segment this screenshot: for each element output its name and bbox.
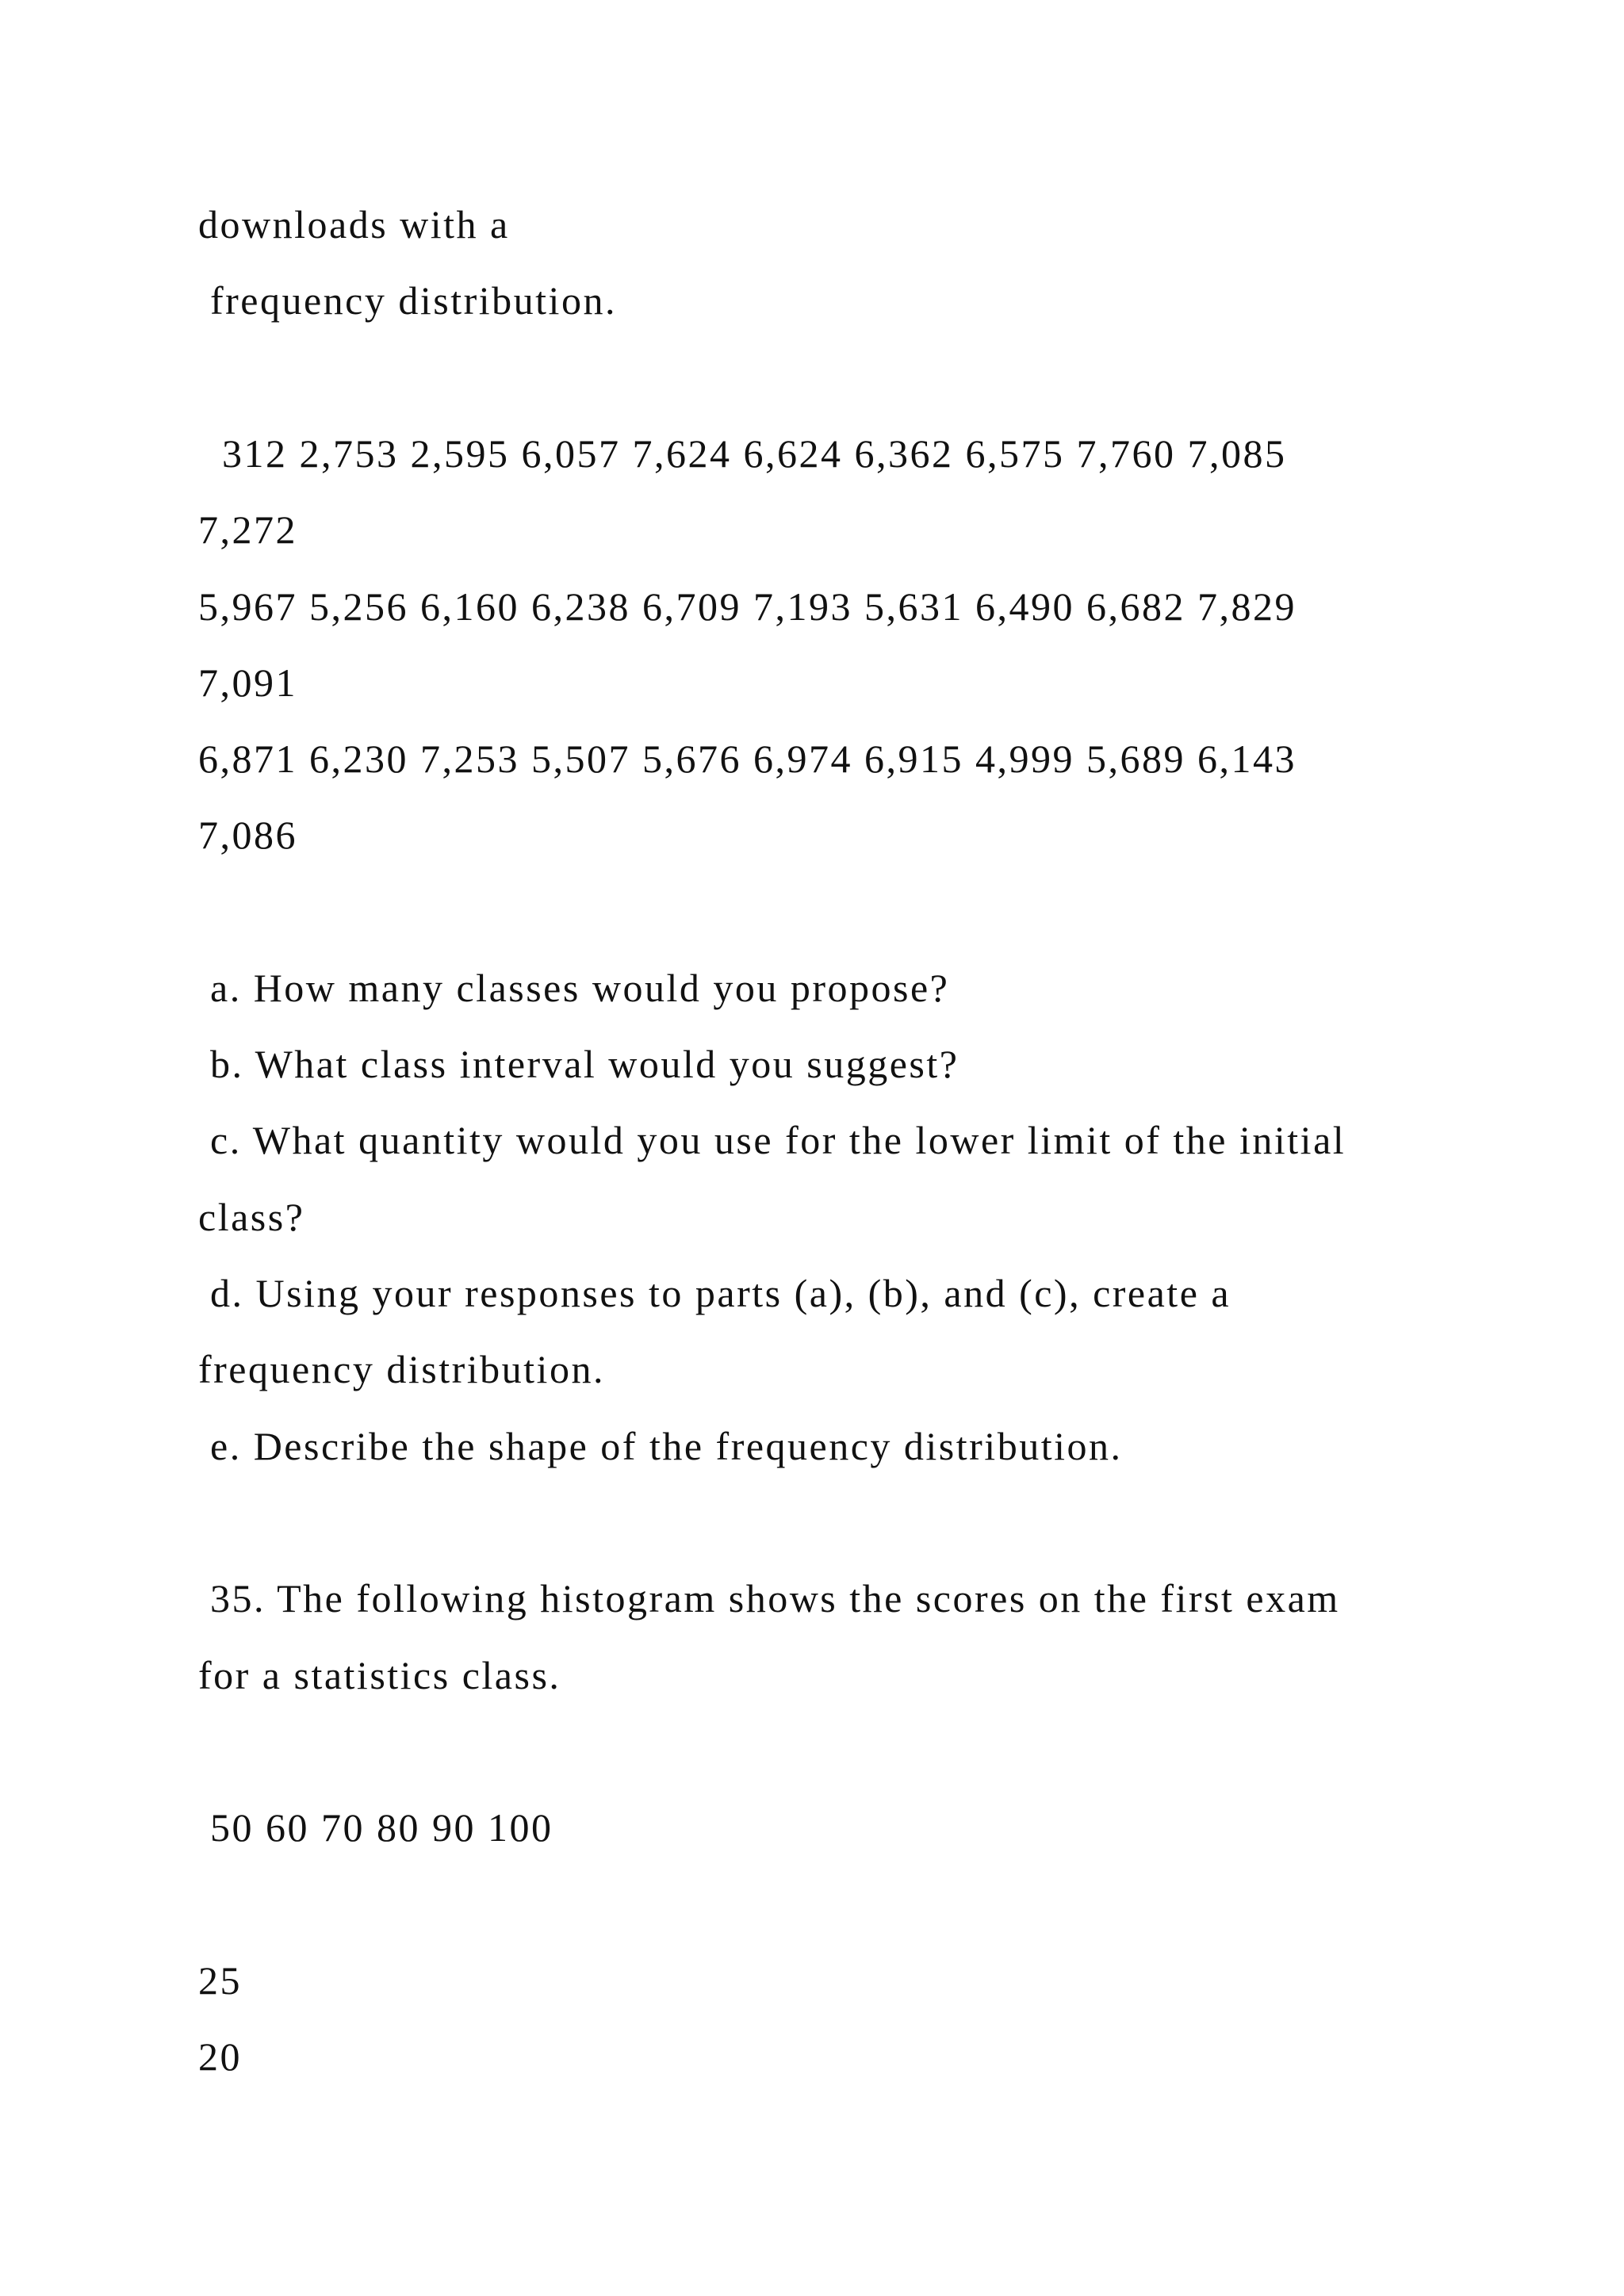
histogram-y-tick-25: 25 (198, 1958, 242, 2003)
problem-35-line-2: for a statistics class. (198, 1653, 561, 1697)
intro-line-2: frequency distribution. (198, 278, 617, 323)
data-row-2-cont: 7,091 (198, 660, 297, 705)
question-d: d. Using your responses to parts (a), (b), and (c), create a (198, 1271, 1231, 1315)
question-b: b. What class interval would you suggest? (198, 1042, 959, 1086)
question-c: c. What quantity would you use for the lower limit of the initial (198, 1118, 1346, 1162)
histogram-y-tick-20: 20 (198, 2034, 242, 2079)
question-c-cont: class? (198, 1195, 305, 1239)
problem-35-line-1: 35. The following histogram shows the scores on the first exam (198, 1576, 1340, 1621)
data-row-1: 312 2,753 2,595 6,057 7,624 6,624 6,362 6,575 7,760 7,085 (198, 431, 1287, 476)
data-row-3: 6,871 6,230 7,253 5,507 5,676 6,974 6,915 4,999 5,689 6,143 (198, 737, 1297, 781)
question-a: a. How many classes would you propose? (198, 966, 950, 1010)
histogram-x-ticks: 50 60 70 80 90 100 (198, 1805, 553, 1850)
question-e: e. Describe the shape of the frequency distribution. (198, 1424, 1123, 1468)
data-row-1-cont: 7,272 (198, 507, 297, 552)
question-d-cont: frequency distribution. (198, 1347, 605, 1391)
data-row-2: 5,967 5,256 6,160 6,238 6,709 7,193 5,631 6,490 6,682 7,829 (198, 584, 1297, 629)
data-row-3-cont: 7,086 (198, 813, 297, 857)
intro-line-1: downloads with a (198, 202, 510, 247)
